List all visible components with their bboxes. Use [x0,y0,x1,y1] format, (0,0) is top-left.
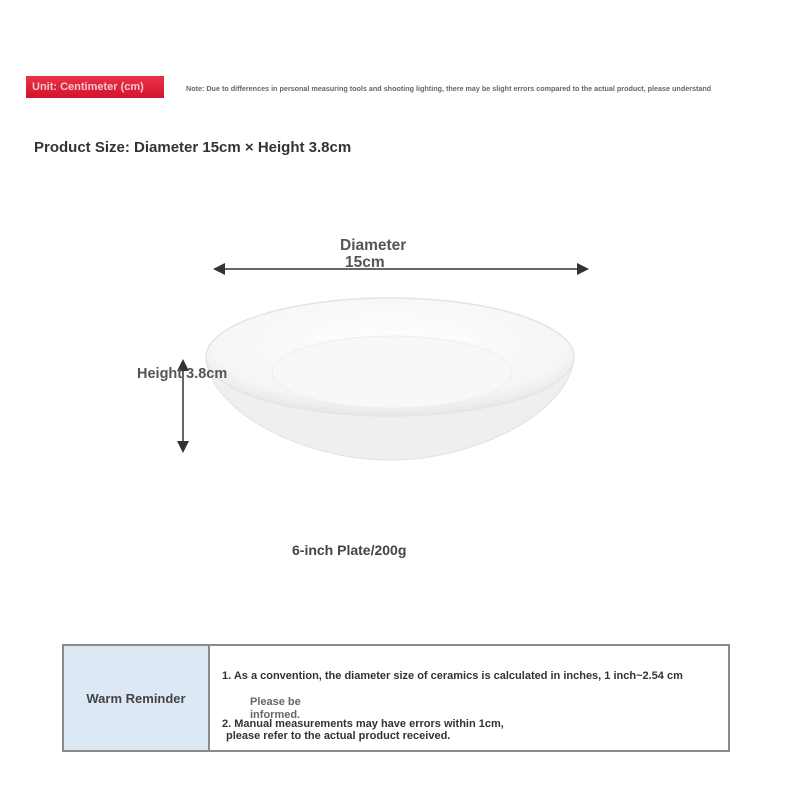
reminder-item-2-line-1: 2. Manual measurements may have errors within 1cm, [222,718,504,730]
plate-caption: 6-inch Plate/200g [292,542,407,558]
reminder-item-2 [222,718,504,742]
warm-reminder-box [62,644,730,752]
reminder-item-1: 1. As a convention, the diameter size of ceramics is calculated in inches, 1 inch~2.54 cm [222,670,683,682]
reminder-title-cell [64,646,210,750]
height-label: Height 3.8cm [137,366,228,382]
product-size-heading: Product Size: Diameter 15cm × Height 3.8cm [34,139,352,156]
unit-badge: Unit: Centimeter (cm) [26,76,164,98]
plate-well [272,336,512,408]
reminder-please-note: Please be informed. [250,696,301,721]
reminder-body [210,646,728,750]
diameter-value: 15cm [345,254,385,271]
reminder-title: Warm Reminder [86,690,186,706]
reminder-item-2-line-2: please refer to the actual product received. [226,730,451,742]
diameter-label: Diameter [340,237,407,254]
measurement-note: Note: Due to differences in personal measuring tools and shooting lighting, there may be slight errors compared to the actual product, please understand [186,84,712,93]
